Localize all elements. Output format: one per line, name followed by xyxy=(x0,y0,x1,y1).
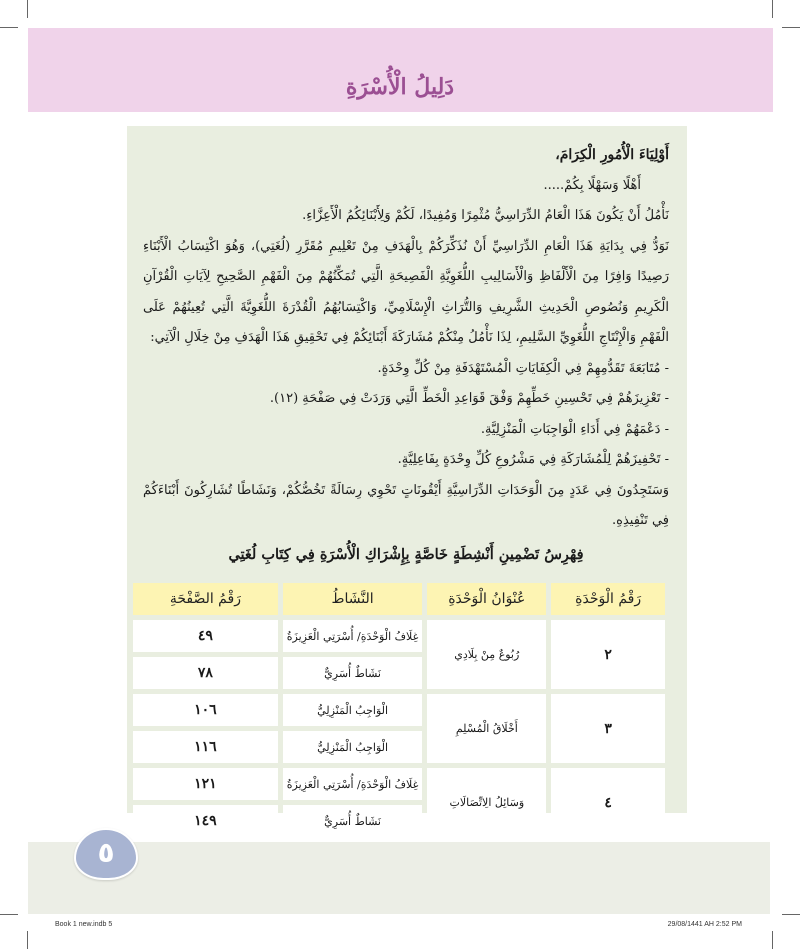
bullet-item: - مُتَابَعَةَ تَقَدُّمِهِمْ فِي الْكِفَايَاتِ الْمُسْتَهْدَفَةِ مِنْ كُلِّ وِحْدَةٍ. xyxy=(377,360,669,376)
page-number-badge xyxy=(74,828,138,880)
unit-title: أَخْلَاقُ الْمُسْلِمِ xyxy=(427,694,546,763)
page-number-cell: ١١٦ xyxy=(133,731,278,763)
activity-cell: نَشَاطٌ أُسَرِيٌّ xyxy=(283,805,423,837)
unit-number: ٢ xyxy=(551,620,665,689)
page-number: ٥ xyxy=(97,836,115,869)
activity-cell: نَشَاطٌ أُسَرِيٌّ xyxy=(283,657,423,689)
table-row xyxy=(133,768,665,800)
activity-cell: غِلَافُ الْوَحْدَةِ/ أُسْرَتِي الْعَزِيزَةُ xyxy=(283,620,423,652)
crop-mark xyxy=(27,0,28,18)
bullet-item: - تَحْفِيزَهُمْ لِلْمُشَارَكَةِ فِي مَشْرُوعِ كُلِّ وِحْدَةٍ بِفَاعِلِيَّةٍ. xyxy=(397,452,669,467)
unit-title: وَسَائِلُ الِاتِّصَالَاتِ xyxy=(427,768,546,837)
index-table xyxy=(128,578,670,842)
paragraph: نَأْمُلُ أَنْ يَكُونَ هَذَا الْعَامُ الدِّرَاسِيُّ مُثْمِرًا وَمُفِيدًا، لَكُمْ وَلِأَبْنَائِكُمُ الْأَعِزَّاءِ. xyxy=(302,208,669,223)
greeting-title: أَوْلِيَاءَ الْأُمُورِ الْكِرَامَ، xyxy=(555,147,669,163)
crop-mark xyxy=(782,914,800,915)
unit-title: رُبُوعٌ مِنْ بِلَادِي xyxy=(427,620,546,689)
crop-mark xyxy=(772,931,773,949)
crop-mark xyxy=(772,0,773,18)
footer-file-slug: Book 1 new.indb 5 xyxy=(55,921,113,928)
unit-number: ٤ xyxy=(551,768,665,837)
header-unit-number: رَقْمُ الْوَحْدَةِ xyxy=(551,583,665,615)
page-number-cell: ٧٨ xyxy=(133,657,278,689)
page-number-cell: ١٢١ xyxy=(133,768,278,800)
page-number-cell: ١٤٩ xyxy=(133,805,278,837)
index-title: فِهْرِسُ تَضْمِينِ أَنْشِطَةٍ خَاصَّةٍ بِإِشْرَاكِ الْأُسْرَةِ فِي كِتَابِ لُغَتِي xyxy=(228,546,584,563)
activity-cell: الْوَاجِبُ الْمَنْزِلِيُّ xyxy=(283,731,423,763)
header-activity: النَّشَاطُ xyxy=(283,583,423,615)
header-unit-title: عُنْوَانُ الْوَحْدَةِ xyxy=(427,583,546,615)
table-header-row xyxy=(133,583,665,615)
page-number-cell: ٤٩ xyxy=(133,620,278,652)
activity-cell: الْوَاجِبُ الْمَنْزِلِيُّ xyxy=(283,694,423,726)
crop-mark xyxy=(27,931,28,949)
paragraph: وَسَتَجِدُونَ فِي عَدَدٍ مِنَ الْوَحَدَاتِ الدِّرَاسِيَّةِ أَيْقُونَاتٍ تَحْوِي رِسَالَةً تَخُصُّكُمْ، وَنَشَاطًا تُشَارِكُونَ أَبْنَاءَكُمْ فِي تَنْفِيذِهِ. xyxy=(143,482,669,528)
page-title: دَلِيلُ الْأُسْرَةِ xyxy=(345,74,455,100)
intro-text xyxy=(143,140,669,537)
table-row xyxy=(133,620,665,652)
crop-mark xyxy=(0,914,18,915)
welcome-line: أَهْلًا وَسَهْلًا بِكُمْ..... xyxy=(543,177,641,193)
activity-cell: غِلَافُ الْوَحْدَةِ/ أُسْرَتِي الْعَزِيزَةُ xyxy=(283,768,423,800)
crop-mark xyxy=(0,27,18,28)
paragraph: نَوَدُّ فِي بِدَايَةِ هَذَا الْعَامِ الدِّرَاسِيِّ أَنْ نُذَكِّرَكُمْ بِالْهَدَفِ مِنْ تَعْلِيمِ مُقَرَّرِ (لُغَتِي)، وَهُوَ اكْتِسَابُ الْأَبْنَاءِ رَصِيدًا وَافِرًا مِنَ الْأَلْفَاظِ وَالْأَسَالِيبِ اللُّغَوِيَّةِ الْفَصِيحَةِ الَّتِي تُمَكِّنُهُمْ مِنَ الْفَهْمِ الصَّحِيحِ لِآيَاتِ الْقُرْآنِ الْكَرِيمِ وَنُصُوصِ الْحَدِيثِ الشَّرِيفِ وَالتُّرَاثِ الْإِسْلَامِيِّ، وَاكْتِسَابُهُمُ الْقُدْرَةَ اللُّغَوِيَّةَ الَّتِي تُعِينُهُمْ عَلَى الْفَهْمِ وَالْإِنْتَاجِ اللُّغَوِيِّ السَّلِيمِ، لِذَا نَأْمُلُ مِنْكُمْ مُشَارَكَةَ أَبْنَائِكُمْ فِي تَحْقِيقِ هَذَا الْهَدَفِ مِنْ خِلَالِ الْآتِي: xyxy=(143,238,670,345)
table-row xyxy=(133,694,665,726)
footer-datetime-slug: 29/08/1441 AH 2:52 PM xyxy=(667,921,742,928)
unit-number: ٣ xyxy=(551,694,665,763)
bullet-item: - دَعْمَهُمْ فِي أَدَاءِ الْوَاجِبَاتِ الْمَنْزِلِيَّةِ. xyxy=(480,421,669,437)
crop-mark xyxy=(782,27,800,28)
header-page-number: رَقْمُ الصَّفْحَةِ xyxy=(133,583,278,615)
bullet-item: - تَعْزِيزَهُمْ فِي تَحْسِينِ خَطِّهِمْ وَفْقَ قَوَاعِدِ الْخَطِّ الَّتِي وَرَدَتْ فِي صَفْحَةِ (١٢). xyxy=(269,391,669,406)
footer-band xyxy=(28,842,770,914)
page-number-cell: ١٠٦ xyxy=(133,694,278,726)
